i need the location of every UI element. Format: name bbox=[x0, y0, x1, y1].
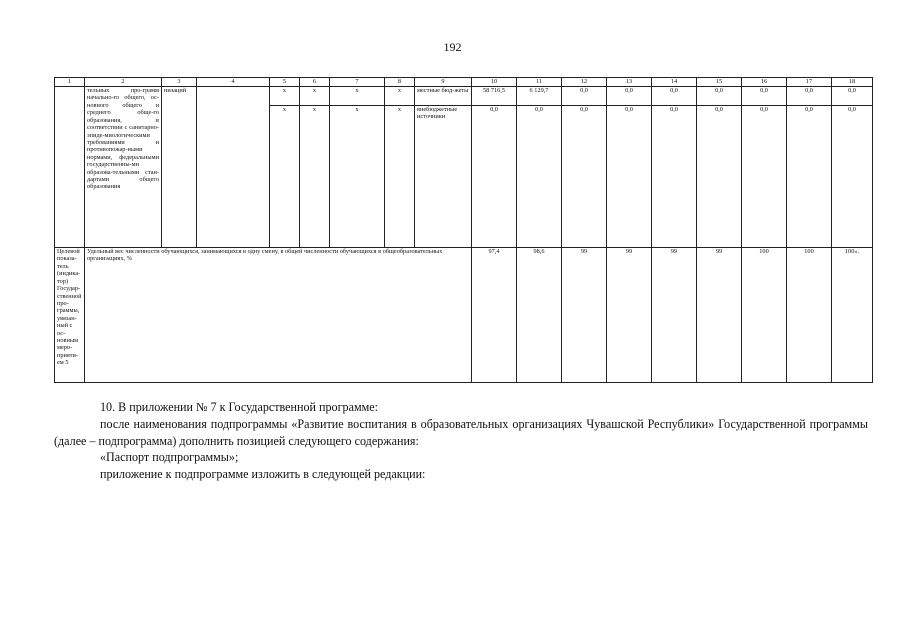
funding-source: внебюджетные источники bbox=[415, 106, 472, 248]
value-cell: 0,0 bbox=[742, 106, 787, 248]
value-cell: 0,0 bbox=[652, 106, 697, 248]
paragraph: приложение к подпрограмме изложить в следующей редакции: bbox=[100, 467, 426, 482]
value-cell: 58 716,5 bbox=[472, 87, 517, 106]
indicator-label: Целевой показа-тель (индика-тор) Государ-ственной про-граммы, увязан-ный с ос-новным меро-прияти-ем 5 bbox=[55, 248, 85, 383]
header-cell: 9 bbox=[415, 78, 472, 87]
executor-cell: низаций bbox=[162, 87, 197, 248]
table-row bbox=[55, 248, 873, 383]
value-cell: 98,6 bbox=[517, 248, 562, 383]
code-cell: x bbox=[330, 106, 385, 248]
value-cell: 0,0 bbox=[562, 106, 607, 248]
header-cell: 15 bbox=[697, 78, 742, 87]
header-cell: 3 bbox=[162, 78, 197, 87]
value-cell: 99 bbox=[652, 248, 697, 383]
value-cell: 0,0 bbox=[832, 87, 873, 106]
header-cell: 8 bbox=[385, 78, 415, 87]
paragraph: «Паспорт подпрограммы»; bbox=[100, 450, 239, 465]
value-cell: 100 bbox=[787, 248, 832, 383]
value-cell: 100 bbox=[742, 248, 787, 383]
value-cell: 97,4 bbox=[472, 248, 517, 383]
page-number: 192 bbox=[443, 40, 462, 54]
value-cell: 0,0 bbox=[652, 87, 697, 106]
activity-description: тельных про-грамм начально-го общего, ос-новного общего и среднего обще-го образования, в соответствии с санитарно-эпиде-миологическими требованиями и противопожар-ными нормами, федеральными государственны-ми образова-тельными стан-дартами общего образования bbox=[85, 87, 162, 248]
paragraph: после наименования подпрограммы «Развитие воспитания в образовательных организациях Чувашской Республики» Государственной программы (далее – подпрограмма) дополнить позицией следующего содержания: bbox=[54, 416, 868, 448]
header-cell: 2 bbox=[85, 78, 162, 87]
document-body bbox=[54, 399, 868, 483]
value-cell: 99 bbox=[697, 248, 742, 383]
value-cell: 0,0 bbox=[607, 87, 652, 106]
value-cell: 0,0 bbox=[787, 106, 832, 248]
header-cell: 4 bbox=[197, 78, 270, 87]
code-cell: x bbox=[300, 87, 330, 106]
header-cell: 17 bbox=[787, 78, 832, 87]
header-cell: 14 bbox=[652, 78, 697, 87]
value-cell: 0,0 bbox=[562, 87, 607, 106]
header-cell: 13 bbox=[607, 78, 652, 87]
header-cell: 18 bbox=[832, 78, 873, 87]
value-cell: 0,0 bbox=[742, 87, 787, 106]
value-cell: 0,0 bbox=[787, 87, 832, 106]
indicator-description: Удельный вес численности обучающихся, занимающихся в одну смену, в общей численности обучающихся в общеобразовательных организациях, % bbox=[85, 248, 472, 383]
value-cell: 0,0 bbox=[697, 106, 742, 248]
header-cell: 5 bbox=[270, 78, 300, 87]
value-cell: 0,0 bbox=[697, 87, 742, 106]
value-cell: 6 129,7 bbox=[517, 87, 562, 106]
header-cell: 16 bbox=[742, 78, 787, 87]
code-cell: x bbox=[385, 106, 415, 248]
header-cell: 11 bbox=[517, 78, 562, 87]
value-cell: 0,0 bbox=[607, 106, 652, 248]
value-cell: 0,0 bbox=[472, 106, 517, 248]
value-cell: 99 bbox=[562, 248, 607, 383]
participants-cell bbox=[197, 87, 270, 248]
code-cell: x bbox=[385, 87, 415, 106]
header-cell: 7 bbox=[330, 78, 385, 87]
table-header-row bbox=[55, 78, 873, 87]
header-cell: 6 bbox=[300, 78, 330, 87]
code-cell: x bbox=[270, 106, 300, 248]
table-row bbox=[55, 87, 873, 106]
value-cell: 99 bbox=[607, 248, 652, 383]
funding-source: местные бюд-жеты bbox=[415, 87, 472, 106]
financing-table bbox=[54, 77, 873, 383]
header-cell: 10 bbox=[472, 78, 517, 87]
value-cell: 100». bbox=[832, 248, 873, 383]
value-cell: 0,0 bbox=[517, 106, 562, 248]
paragraph: 10. В приложении № 7 к Государственной программе: bbox=[100, 400, 378, 414]
row-label-cell bbox=[55, 87, 85, 248]
header-cell: 12 bbox=[562, 78, 607, 87]
code-cell: x bbox=[300, 106, 330, 248]
code-cell: x bbox=[270, 87, 300, 106]
code-cell: x bbox=[330, 87, 385, 106]
header-cell: 1 bbox=[55, 78, 85, 87]
value-cell: 0,0 bbox=[832, 106, 873, 248]
